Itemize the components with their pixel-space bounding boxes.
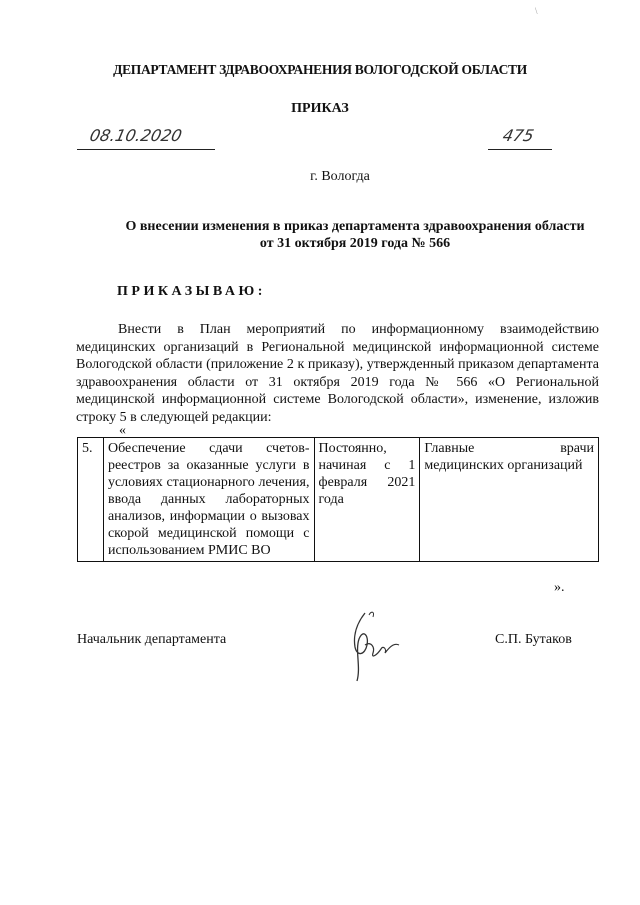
row-term: Постоянно, начиная с 1 февраля 2021 года bbox=[314, 438, 420, 562]
signature-icon bbox=[335, 605, 405, 685]
table-row bbox=[78, 438, 599, 562]
row-measure: Обеспечение сдачи счетов-реестров за оказанные услуги в условиях стационарного лечения, ввода данных лабораторных анализов, информации о вызовах скорой медицинской помощи с использованием РМИС ВО bbox=[103, 438, 314, 562]
city: г. Вологда bbox=[310, 169, 370, 184]
open-quote: « bbox=[119, 423, 126, 438]
department-title: ДЕПАРТАМЕНТ ЗДРАВООХРАНЕНИЯ ВОЛОГОДСКОЙ ОБЛАСТИ bbox=[113, 62, 527, 77]
order-date: 08.10.2020 bbox=[87, 126, 184, 145]
body-paragraph: Внести в План мероприятий по информационному взаимодействию медицинских организаций в Региональной медицинской информационной системе Вологодской области (приложение 2 к приказу), утвержденный приказом департамента здравоохранения области от 31 октября 2019 года № 566 «О Региональной медицинской информационной системе Вологодской области», изменение, изложив строку 5 в следующей редакции: bbox=[76, 322, 599, 425]
signatory-position: Начальник департамента bbox=[77, 632, 227, 647]
order-subject: О внесении изменения в приказ департамента здравоохранения области от 31 октября 2019 года № 566 bbox=[125, 219, 585, 251]
order-word: ПРИКАЗЫВАЮ: bbox=[117, 284, 266, 299]
corner-mark: \ bbox=[535, 6, 538, 16]
document-type: ПРИКАЗ bbox=[291, 101, 349, 116]
row-number: 5. bbox=[78, 438, 104, 562]
signatory-name: С.П. Бутаков bbox=[495, 632, 572, 647]
close-quote: ». bbox=[554, 580, 565, 595]
row-responsible: Главные врачи медицинских организаций bbox=[420, 438, 599, 562]
order-number: 475 bbox=[500, 126, 536, 145]
plan-table bbox=[77, 437, 599, 562]
handwritten-signature bbox=[335, 605, 405, 690]
